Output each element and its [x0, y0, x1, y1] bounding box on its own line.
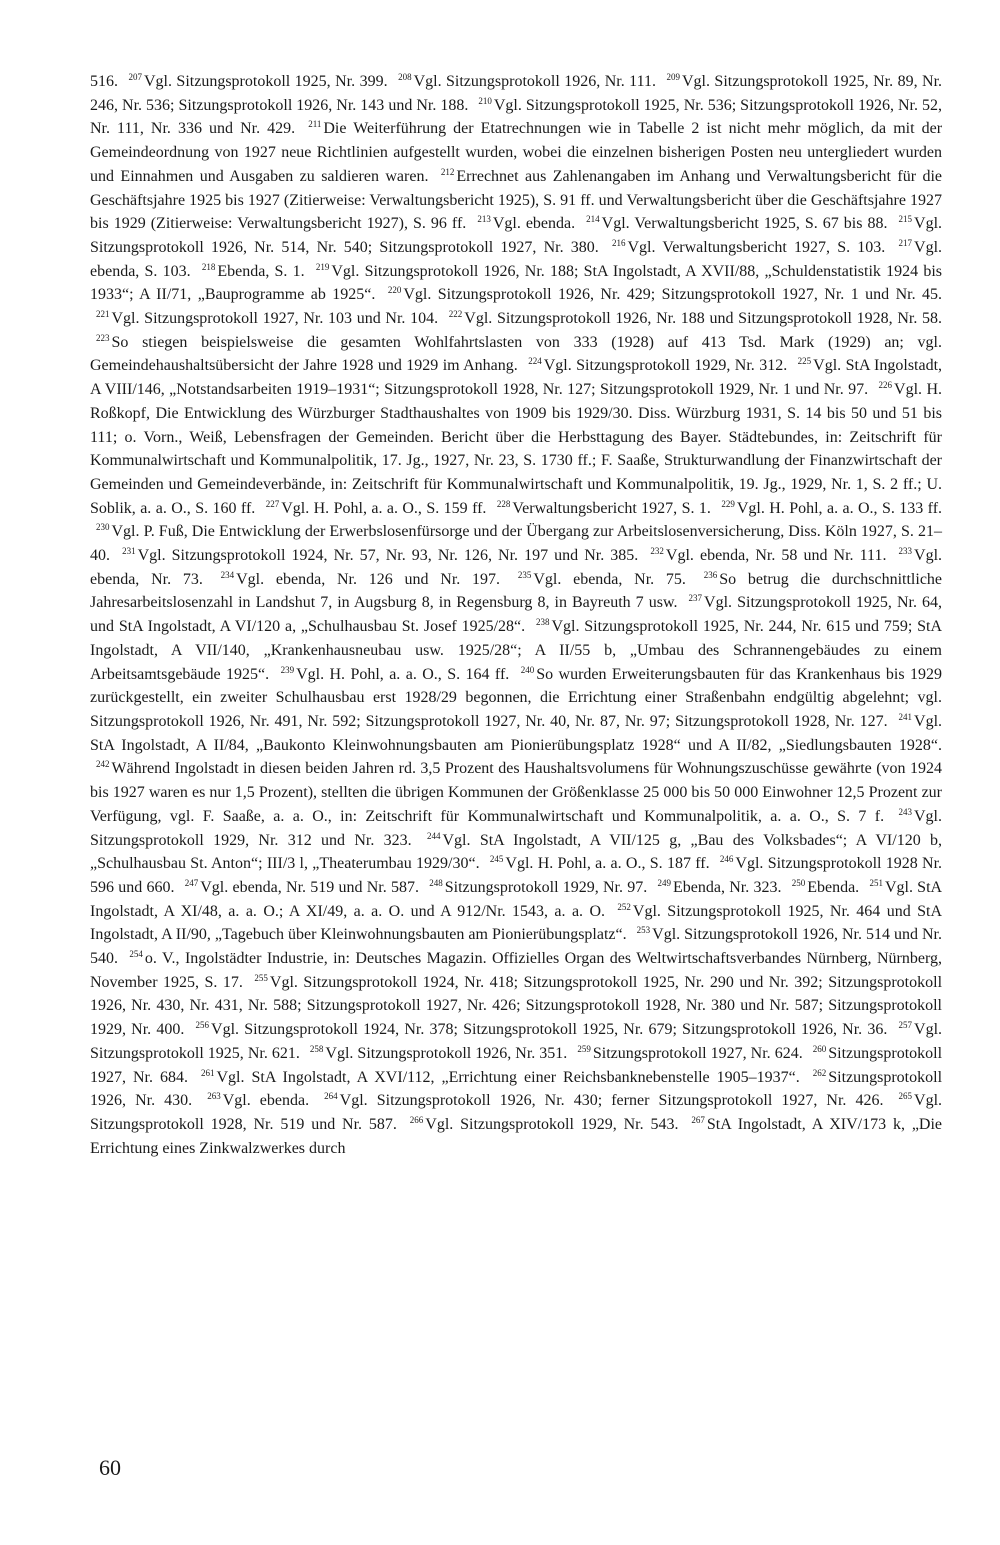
- footnote-number: 250: [791, 877, 806, 888]
- footnote-text: Während Ingolstadt in diesen beiden Jahren rd. 3,5 Prozent des Haushaltsvolumens für Wohnungszuschüsse gewährte (von 1924 bis 1927 waren es nur 1,5 Prozent), stellten die übrigen Kommunen der Größenklasse 25 000 bis 50 000 Einwohner 12,5 Prozent zur Verfügung, vgl. F. Saaße, a. a. O., in: Zeitschrift für Kommunalwirtschaft und Kommunalpolitik, a. a. O., S. 7 f.: [90, 760, 942, 825]
- footnote-text: Vgl. StA Ingolstadt, A XVI/112, „Errichtung einer Reichsbanknebenstelle 1905–1937“.: [216, 1068, 800, 1086]
- footnote-text: Vgl. Sitzungsprotokoll 1928, Nr. 519 und Nr. 587.: [90, 1092, 943, 1133]
- footnote-text: Verwaltungsbericht 1927, S. 1.: [512, 499, 711, 517]
- footnote-number: 254: [129, 949, 143, 960]
- footnote-number: 235: [517, 569, 532, 580]
- footnote-text: Vgl. ebenda, Nr. 73.: [90, 547, 943, 588]
- footnote-text: Vgl. Sitzungsprotokoll 1929, Nr. 312 und Nr. 323.: [90, 807, 942, 849]
- footnote-number: 239: [280, 664, 295, 675]
- footnote-text: Vgl. Sitzungsprotokoll 1929, Nr. 543.: [425, 1115, 679, 1133]
- footnote: [122, 73, 387, 90]
- footnote-number: 251: [869, 877, 883, 888]
- footnote-number: 214: [586, 214, 600, 225]
- footnote-number: 246: [719, 854, 734, 865]
- footnote-number: 242: [96, 759, 110, 770]
- footnote-number: 209: [666, 72, 680, 82]
- footnote-number: 263: [207, 1091, 221, 1102]
- footnote-text: Ebenda, Nr. 323.: [672, 878, 782, 896]
- footnote-number: 253: [636, 925, 651, 936]
- footnote-number: 231: [122, 546, 136, 557]
- footnote-text: Vgl. Sitzungsprotokoll 1925, Nr. 89, Nr. 246, Nr. 536; Sitzungsprotokoll 1926, Nr. 143 und Nr. 188.: [90, 73, 943, 114]
- footnote-text: Vgl. Sitzungsprotokoll 1927, Nr. 103 und Nr. 104.: [111, 310, 439, 328]
- footnote-text: Vgl. ebenda, Nr. 58 und Nr. 111.: [665, 547, 887, 565]
- footnote: [275, 666, 510, 683]
- footnote-text: Vgl. Sitzungsprotokoll 1924, Nr. 57, Nr. 93, Nr. 126, Nr. 197 und Nr. 385.: [137, 547, 639, 565]
- footnote-number: 248: [429, 877, 443, 888]
- footnote: [512, 571, 686, 588]
- footnote-text: o. V., Ingolstädter Industrie, in: Deutsches Magazin. Offizielles Organ des Weltwirtschaftsverbandes Nürnberg, Nürnberg, November 1925, S. 17.: [90, 950, 942, 991]
- footnote: [471, 215, 575, 232]
- footnote-text: Vgl. Verwaltungsbericht 1927, S. 103.: [627, 238, 886, 256]
- footnote: [179, 879, 419, 896]
- footnote-number: 216: [612, 237, 626, 248]
- footnote-number: 225: [797, 356, 812, 367]
- footnote: [196, 263, 305, 280]
- footnote-number: 215: [898, 214, 913, 225]
- footnote-text: Vgl. Sitzungsprotokoll 1926, Nr. 351.: [325, 1044, 568, 1062]
- footnote-number: 223: [96, 332, 110, 343]
- footnote-number: 232: [650, 546, 664, 557]
- footnote-text: Vgl. Sitzungsprotokoll 1926, Nr. 188 und Sitzungsprotokoll 1928, Nr. 58.: [464, 310, 943, 328]
- footnote-text: Vgl. Sitzungsprotokoll 1925, Nr. 244, Nr. 615 und 759; StA Ingolstadt, A VII/140, „Krankenhausneubau usw. 1925/28“; A II/55 b, „Umbau des Schrannengebäudes zu einem Arbeitsamtsgebäude 1925“.: [90, 618, 943, 683]
- footnote-number: 266: [409, 1114, 424, 1125]
- footnote-number: 228: [496, 498, 511, 509]
- footnote-number: 226: [878, 380, 893, 391]
- footnote-text: So betrug die durchschnittliche Jahresarbeitslosenzahl in Landshut 7, in Augsburg 8, in Regensburg 8, in Bayreuth 7 usw.: [90, 570, 943, 612]
- footnote-number: 261: [200, 1067, 215, 1078]
- footnote-number: 218: [201, 261, 216, 272]
- footnote-text: StA Ingolstadt, A XIV/173 k, „Die Errichtung eines Zinkwalzwerkes durch: [90, 1115, 943, 1157]
- footnote-text: Vgl. Sitzungsprotokoll 1925, Nr. 399.: [143, 73, 388, 90]
- footnote-number: 237: [688, 593, 703, 604]
- footnote: [443, 310, 942, 327]
- footnote-text: Vgl. Verwaltungsbericht 1925, S. 67 bis 88.: [601, 215, 888, 233]
- footnote-text: Ebenda.: [807, 878, 860, 896]
- footnote-text: Errechnet aus Zahlenangaben im Anhang und Verwaltungsbericht für die Geschäftsjahre 1925 bis 1927 (Zitierweise: Verwaltungsbericht 1925), S. 91 ff. und Verwaltungsbericht über die Geschäftsjahre 1927 bis 1929 (Zitierweise: Verwaltungsbericht 1927), S. 96 ff.: [90, 167, 943, 233]
- footnote-number: 255: [254, 972, 268, 983]
- footnote-number: 238: [535, 617, 550, 628]
- footnote-text: Vgl. H. Pohl, a. a. O., S. 187 ff.: [505, 855, 710, 873]
- footnote-text: Vgl. H. Pohl, a. a. O., S. 159 ff.: [281, 499, 487, 517]
- footnote: [190, 1021, 888, 1038]
- footnote-number: 245: [489, 854, 504, 865]
- footnote-number: 241: [898, 711, 913, 722]
- footnote-number: 265: [898, 1091, 913, 1102]
- footnote: [116, 547, 638, 564]
- footnote: [651, 879, 781, 896]
- footnote-number: 257: [898, 1020, 913, 1031]
- footnote-number: 259: [577, 1043, 591, 1054]
- footnote-number: 247: [184, 877, 199, 888]
- footnote-text: Sitzungsprotokoll 1927, Nr. 684.: [90, 1044, 943, 1086]
- footnote-text: Vgl. Sitzungsprotokoll 1926, Nr. 429; Sitzungsprotokoll 1927, Nr. 1 und Nr. 45.: [403, 286, 943, 304]
- footnote-number: 213: [477, 214, 491, 225]
- footnote: [715, 500, 942, 517]
- footnote-number: 221: [96, 309, 110, 320]
- footnote-number: 244: [427, 830, 441, 841]
- footnote-number: 222: [448, 309, 463, 320]
- footnote-number: 236: [703, 569, 718, 580]
- footnote-text: Vgl. Sitzungsprotokoll 1925, Nr. 64, und StA Ingolstadt, A VI/120 a, „Schulhausbau St. Josef 1925/28“.: [90, 594, 943, 636]
- footnote-number: 217: [898, 237, 913, 248]
- footnote-text: Vgl. Sitzungsprotokoll 1926, Nr. 430; ferner Sitzungsprotokoll 1927, Nr. 426.: [339, 1092, 884, 1110]
- footnote: [522, 357, 787, 374]
- footnote-text: Vgl. ebenda, S. 103.: [90, 238, 943, 280]
- footnote-number: 267: [691, 1114, 705, 1125]
- footnote-number: 252: [617, 901, 631, 912]
- footnote-number: 262: [812, 1067, 827, 1078]
- footnote-text: 516.: [90, 73, 118, 90]
- footnote: [304, 1045, 567, 1062]
- footnote-text: Vgl. Sitzungsprotokoll 1928 Nr. 596 und 660.: [90, 855, 943, 896]
- footnote-number: 233: [898, 546, 913, 557]
- footnote-text: Vgl. StA Ingolstadt, A II/84, „Baukonto Kleinwohnungsbauten am Pionierübungsplatz 1928“ und A II/82, „Siedlungsbauten 1928“.: [90, 712, 943, 754]
- footnote-number: 207: [128, 72, 142, 82]
- footnote: [215, 571, 500, 588]
- footnote-number: 264: [324, 1091, 338, 1102]
- footnote-number: 219: [315, 261, 330, 272]
- footnote: [318, 1092, 883, 1109]
- footnote: [423, 879, 647, 896]
- footnote-text: So wurden Erweiterungsbauten für das Krankenhaus bis 1929 zurückgestellt, ein zweiter Schulhausbau erst 1928/29 begonnen, die Errichtung einer Straßenbahn endgültig abgelehnt; vgl. Sitzungsprotokoll 1926, Nr. 491, Nr. 592; Sitzungsprotokoll 1927, Nr. 40, Nr. 87, Nr. 97; Sitzungsprotokoll 1928, Nr. 127.: [90, 665, 943, 730]
- footnote: [786, 879, 859, 896]
- footnote-text: So stiegen beispielsweise die gesamten Wohlfahrtslasten von 333 (1928) auf 413 Tsd. Mark (1929) an; vgl. Gemeindehaushaltsübersicht der Jahre 1928 und 1929 im Anhang.: [90, 333, 942, 375]
- footnote-text: Vgl. Sitzungsprotokoll 1925, Nr. 536; Sitzungsprotokoll 1926, Nr. 52, Nr. 111, Nr. 336 und Nr. 429.: [90, 96, 942, 138]
- footnote-text: Vgl. Sitzungsprotokoll 1924, Nr. 378; Sitzungsprotokoll 1925, Nr. 679; Sitzungsprotokoll 1926, Nr. 36.: [211, 1021, 888, 1039]
- footnote-number: 230: [96, 522, 110, 533]
- footnote-text: Ebenda, S. 1.: [217, 262, 305, 280]
- footnote: [195, 1069, 800, 1086]
- footnotes-page: [90, 70, 942, 1490]
- footnote-text: Vgl. Sitzungsprotokoll 1926, Nr. 111.: [413, 73, 656, 90]
- footnote-number: 258: [309, 1043, 324, 1054]
- footnote: [580, 215, 887, 232]
- footnote-text: Vgl. Sitzungsprotokoll 1929, Nr. 312.: [543, 357, 788, 375]
- footnote-text: Vgl. Sitzungsprotokoll 1924, Nr. 418; Sitzungsprotokoll 1925, Nr. 290 und Nr. 392; Sitzungsprotokoll 1926, Nr. 430, Nr. 431, Nr. 588; Sitzungsprotokoll 1927, Nr. 426; Sitzungsprotokoll 1928, Nr. 380 und Nr. 587; Sitzungsprotokoll 1929, Nr. 400.: [90, 973, 943, 1039]
- footnote-text: Vgl. ebenda, Nr. 75.: [533, 570, 686, 588]
- footnote-text: Sitzungsprotokoll 1929, Nr. 97.: [444, 878, 648, 896]
- footnote: [90, 760, 942, 824]
- footnote-number: 243: [898, 806, 912, 817]
- footnote: [484, 855, 710, 872]
- footnote-text: Vgl. Sitzungsprotokoll 1926, Nr. 514 und Nr. 540.: [90, 926, 942, 968]
- footnote: [260, 500, 487, 517]
- footnote: [404, 1116, 679, 1133]
- footnote-text: Sitzungsprotokoll 1926, Nr. 430.: [90, 1068, 943, 1110]
- page-number: 60: [99, 1455, 121, 1480]
- footnote-number: 211: [308, 119, 322, 130]
- footnote-number: 224: [528, 356, 542, 367]
- footnote-text: Vgl. ebenda.: [222, 1092, 310, 1110]
- footnote-number: 234: [220, 569, 235, 580]
- footnote-text: Vgl. H. Pohl, a. a. O., S. 133 ff.: [736, 499, 943, 517]
- footnote-number: 249: [657, 877, 671, 888]
- footnote-text: Sitzungsprotokoll 1927, Nr. 624.: [592, 1044, 803, 1062]
- footnote-number: 227: [265, 498, 280, 509]
- footnote-text: Vgl. H. Pohl, a. a. O., S. 164 ff.: [296, 665, 510, 683]
- footnote-text: Vgl. Sitzungsprotokoll 1925, Nr. 621.: [90, 1021, 943, 1062]
- footnote: [606, 239, 885, 256]
- footnote: [644, 547, 886, 564]
- footnote-number: 212: [440, 166, 455, 177]
- footnote: [392, 73, 656, 90]
- footnote-text: Vgl. StA Ingolstadt, A XI/48, a. a. O.; A XI/49, a. a. O. und A 912/Nr. 1543, a. a. O.: [90, 878, 943, 920]
- footnote-text: Die Weiterführung der Etatrechnungen wie in Tabelle 2 ist nicht mehr möglich, da mit der Gemeindeordnung von 1927 neue Richtlinien aufgestellt wurden, wobei die einzelnen bisherigen Posten neu untergliedert wurden und Einnahmen und Ausgaben zu saldieren waren.: [90, 120, 943, 185]
- footnote-number: 208: [398, 72, 412, 82]
- footnote: [90, 310, 438, 327]
- footnote-text: Vgl. ebenda, Nr. 126 und Nr. 197.: [236, 570, 501, 588]
- footnote-number: 210: [478, 95, 492, 106]
- footnote-block: [90, 70, 942, 1160]
- footnote: [491, 500, 711, 517]
- footnote-text: Vgl. H. Roßkopf, Die Entwicklung des Würzburger Stadthaushaltes von 1909 bis 1929/30. Diss. Würzburg 1931, S. 14 bis 50 und 51 bis 111; o. Vorn., Weiß, Lebensfragen der Gemeinden. Bericht über die Herbsttagung des Bayer. Städtebundes, in: Zeitschrift für Kommunalwirtschaft und Kommunalpolitik, 17. Jg., 1927, Nr. 23, S. 1730 ff.; F. Saaße, Strukturwandlung der Finanzwirtschaft der Gemeinden und Gemeindeverbände, in: Zeitschrift für Kommunalwirtschaft und Kommunalpolitik, 19. Jg., 1929, Nr. 1, S. 2 ff.; U. Soblik, a. a. O., S. 160 ff.: [90, 381, 943, 517]
- footnote-text: Vgl. P. Fuß, Die Entwicklung der Erwerbslosenfürsorge und der Übergang zur Arbeitslosenversicherung, Diss. Köln 1927, S. 21–40.: [90, 523, 942, 565]
- footnote-text: Vgl. Sitzungsprotokoll 1926, Nr. 188; StA Ingolstadt, A XVII/88, „Schuldenstatistik 1924 bis 1933“; A II/71, „Bauprogramme ab 1925“.: [90, 262, 943, 304]
- footnote-number: 256: [195, 1020, 210, 1031]
- footnote-number: 220: [387, 285, 402, 296]
- footnote-text: Vgl. ebenda.: [492, 215, 576, 233]
- footnote-text: Vgl. ebenda, Nr. 519 und Nr. 587.: [200, 878, 419, 896]
- footnote-text: Vgl. StA Ingolstadt, A VII/125 g, „Bau des Volksbades“; A VI/120 b, „Schulhausbau St. Anton“; III/3 l, „Theaterumbau 1929/30“.: [90, 831, 943, 873]
- footnote: [90, 381, 942, 517]
- footnote: [201, 1092, 309, 1109]
- footnote-number: 229: [721, 498, 735, 509]
- footnote: [571, 1045, 802, 1062]
- footnote-text: Vgl. Sitzungsprotokoll 1926, Nr. 514, Nr. 540; Sitzungsprotokoll 1927, Nr. 380.: [90, 215, 943, 256]
- footnote-text: Vgl. Sitzungsprotokoll 1925, Nr. 464 und StA Ingolstadt, A II/90, „Tagebuch über Kleinwohnungsbauten am Pionierübungsplatz“.: [90, 902, 942, 944]
- footnote: [90, 73, 118, 90]
- footnote-text: Vgl. StA Ingolstadt, A VIII/146, „Notstandsarbeiten 1919–1931“; Sitzungsprotokoll 1928, Nr. 127; Sitzungsprotokoll 1929, Nr. 1 und Nr. 97.: [90, 357, 943, 399]
- footnote-number: 240: [520, 664, 535, 675]
- footnote: [382, 286, 942, 303]
- footnote-number: 260: [812, 1043, 827, 1054]
